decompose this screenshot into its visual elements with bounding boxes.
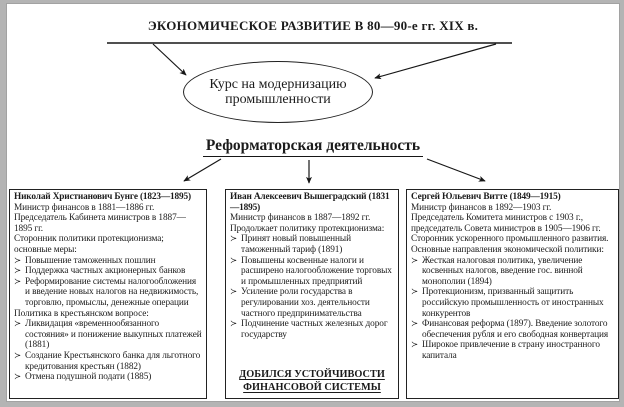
bullet-item: [14, 351, 202, 372]
bullet-item: [14, 256, 202, 267]
section-heading-label: Реформаторская деятельность: [203, 137, 423, 157]
bullet-text: Жесткая налоговая политика, увеличение косвенных налогов, введение гос. винной монополии (1894): [422, 255, 583, 287]
bullet-text: Подчинение частных железных дорог государству: [241, 319, 388, 340]
bullet-text: Поддержка частных акционерных банков: [25, 266, 186, 277]
box-subheading: Политика в крестьянском вопросе:: [14, 308, 149, 319]
arrow-title-to-ellipse-right: [375, 44, 496, 78]
box-para: Сторонник ускоренного промышленного развития.: [411, 234, 609, 245]
bullet-text: Повышение таможенных пошлин: [25, 255, 156, 266]
arrow-heading-to-left-box: [184, 159, 221, 181]
bullet-item: [411, 256, 614, 288]
bullet-item: [14, 319, 202, 351]
box-para: Министр финансов в 1887—1892 гг.: [230, 213, 371, 224]
result-note: ДОБИЛСЯ УСТОЙЧИВОСТИ ФИНАНСОВОЙ СИСТЕМЫ: [239, 369, 385, 393]
bullet-text: Отмена подушной подати (1885): [25, 372, 152, 383]
bullet-marker-icon: ≻: [230, 319, 238, 330]
box-title: Иван Алексеевич Вышеградский (1831—1895): [230, 192, 390, 213]
box-title: Николай Христианович Бунге (1823—1895): [14, 192, 191, 202]
box-para: Министр финансов в 1892—1903 гг.: [411, 202, 552, 213]
bullet-marker-icon: ≻: [14, 350, 22, 361]
person-box-vyshegradsky: [225, 189, 399, 399]
box-para: Сторонник политики протекционизма; основные меры:: [14, 234, 164, 255]
bullet-item: [14, 372, 202, 383]
section-heading: [7, 137, 619, 157]
box-title: Сергей Юльевич Витте (1849—1915): [411, 192, 561, 202]
bullet-marker-icon: ≻: [14, 266, 22, 277]
bullet-item: [411, 287, 614, 319]
bullet-marker-icon: ≻: [14, 372, 22, 383]
box-para: Основные направления экономической политики:: [411, 244, 604, 255]
bullet-marker-icon: ≻: [230, 255, 238, 266]
bullet-text: Принят новый повышенный таможенный тариф (1891): [241, 234, 351, 255]
bullet-marker-icon: ≻: [411, 255, 419, 266]
bullet-text: Усиление роли государства в регулировании хоз. деятельности частного предпринимательства: [241, 287, 370, 319]
bullet-item: [411, 319, 614, 340]
bullet-text: Широкое привлечение в страну иностранного капитала: [422, 340, 600, 361]
bullet-item: [14, 266, 202, 277]
bullet-marker-icon: ≻: [230, 287, 238, 298]
bullet-item: [230, 256, 394, 288]
arrow-heading-to-right-box: [427, 159, 485, 181]
bullet-marker-icon: ≻: [14, 276, 22, 287]
bullet-marker-icon: ≻: [411, 319, 419, 330]
bullet-item: [230, 319, 394, 340]
bullet-text: Ликвидация «временнообязанного состояния» и понижение выкупных платежей (1881): [25, 319, 202, 351]
box-para: Продолжает политику протекционизма:: [230, 223, 385, 234]
person-box-bunge: [9, 189, 207, 399]
diagram-page: [7, 4, 619, 401]
bullet-marker-icon: ≻: [411, 340, 419, 351]
bullet-text: Финансовая реформа (1897). Введение золотого обеспечения рубля и его свободная конвертация: [422, 319, 609, 340]
page-title: ЭКОНОМИЧЕСКОЕ РАЗВИТИЕ В 80—90-е гг. XIX в.: [147, 18, 479, 33]
bullet-item: [230, 287, 394, 319]
person-box-witte: [406, 189, 619, 399]
course-ellipse: [183, 61, 373, 123]
bullet-marker-icon: ≻: [230, 234, 238, 245]
course-ellipse-label: Курс на модернизацию промышленности: [209, 76, 347, 107]
bullet-marker-icon: ≻: [14, 319, 22, 330]
arrow-title-to-ellipse-left: [153, 44, 186, 75]
box-para: Председатель Кабинета министров в 1887—1895 гг.: [14, 213, 186, 234]
bullet-item: [14, 277, 202, 309]
bullet-marker-icon: ≻: [14, 255, 22, 266]
box-para: Председатель Комитета министров с 1903 г., председатель Совета министров в 1905—1906 гг.: [411, 213, 601, 234]
bullet-text: Реформирование системы налогообложения и введение новых налогов на недвижимость, торговлю, промыслы, денежные операции: [25, 276, 199, 308]
bullet-marker-icon: ≻: [411, 287, 419, 298]
box-para: Министр финансов в 1881—1886 гг.: [14, 202, 155, 213]
bullet-item: [230, 234, 394, 255]
bullet-text: Создание Крестьянского банка для льготного кредитования крестьян (1882): [25, 350, 201, 372]
bullet-text: Протекционизм, призванный защитить российскую промышленность от иностранных конкурентов: [422, 287, 604, 319]
bullet-text: Повышены косвенные налоги и расширено налогообложение торговых и промышленных предприятий: [241, 255, 392, 287]
bullet-item: [411, 340, 614, 361]
